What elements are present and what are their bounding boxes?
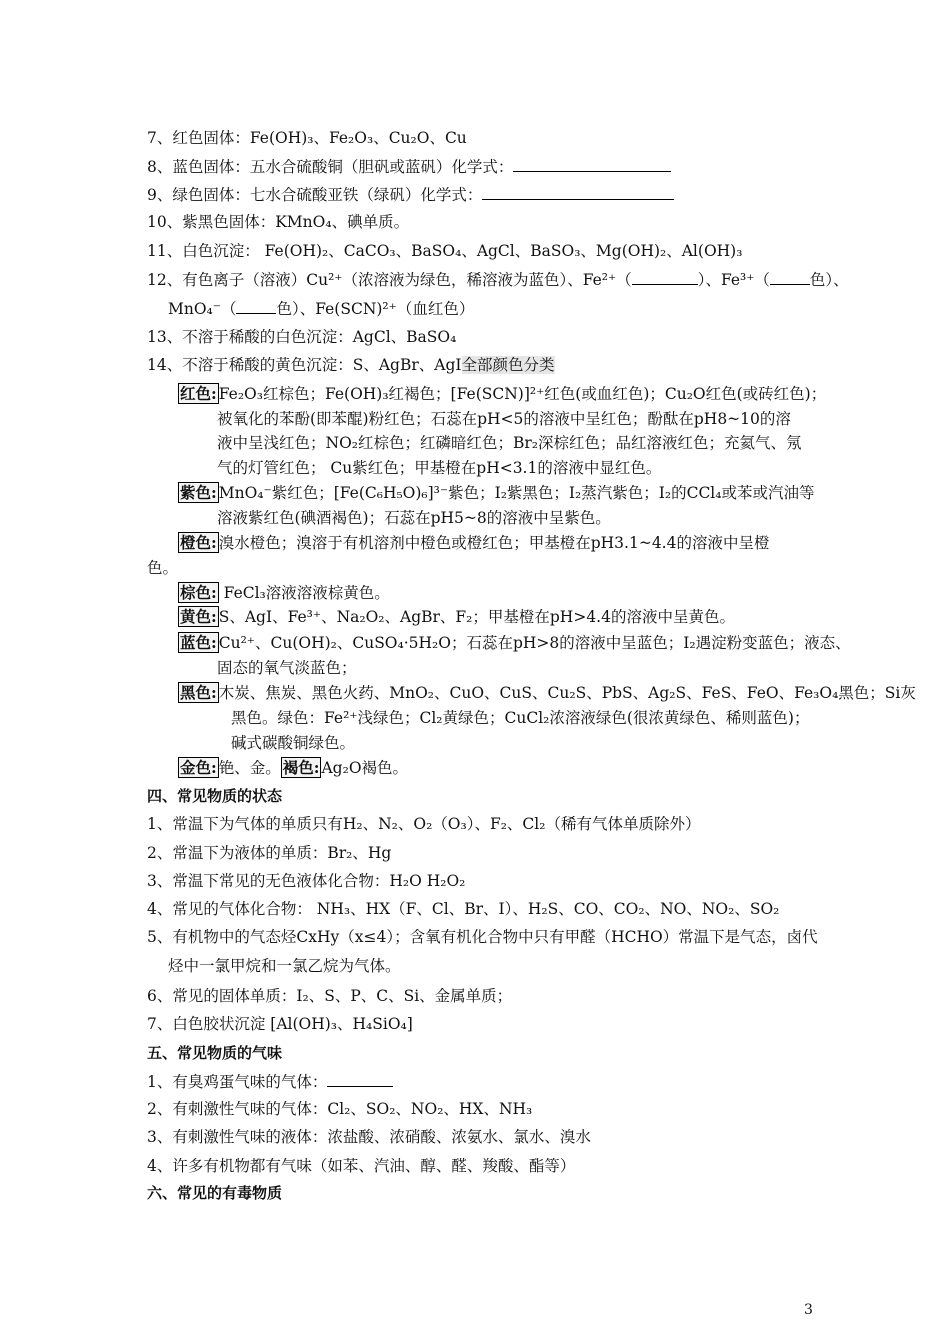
line-text: ）、Fe³⁺（ (697, 271, 770, 289)
fill-blank[interactable] (482, 183, 674, 200)
list-item: 3、有刺激性气味的液体：浓盐酸、浓硝酸、浓氨水、氯水、溴水 (147, 1128, 591, 1146)
color-text: S、AgI、Fe³⁺、Na₂O₂、AgBr、F₂；甲基橙在pH>4.4的溶液中呈黄色。 (218, 608, 735, 626)
section-heading: 五、常见物质的气味 (147, 1044, 283, 1062)
line-text: 8、蓝色固体：五水合硫酸铜（胆矾或蓝矾）化学式： (147, 158, 514, 176)
line-colored-ions (147, 268, 849, 291)
line-yellow-insoluble (147, 354, 555, 376)
color-gold-row (178, 757, 408, 779)
color-blue-row (178, 632, 851, 654)
color-black-row (178, 682, 916, 704)
color-black-row: 黑色。绿色：Fe²⁺浅绿色；Cl₂黄绿色；CuCl₂浓溶液绿色(很浓黄绿色、稀则蓝色)； (231, 709, 810, 727)
fill-blank[interactable] (236, 297, 276, 314)
list-item: 5、有机物中的气态烃CxHy（x≤4）；含氧有机化合物中只有甲醛（HCHO）常温下是气态，卤代 (147, 928, 818, 946)
list-item (147, 1070, 393, 1093)
list-item: 2、有刺激性气味的气体：Cl₂、SO₂、NO₂、HX、NH₃ (147, 1100, 533, 1118)
color-yellow-row (178, 606, 735, 628)
tag-purple: 紫色: (180, 483, 217, 502)
tag-black: 黑色: (180, 683, 217, 702)
list-item: 7、白色胶状沉淀 [Al(OH)₃、H₄SiO₄] (147, 1015, 413, 1033)
line-text: 14、不溶于稀酸的黄色沉淀：S、AgBr、AgI (147, 356, 462, 374)
line-text: 9、绿色固体：七水合硫酸亚铁（绿矾）化学式： (147, 186, 483, 204)
color-text: 木炭、焦炭、黑色火药、MnO₂、CuO、CuS、Cu₂S、PbS、Ag₂S、FeS、FeO、Fe₃O₄黑色；Si灰 (218, 684, 916, 702)
highlight-heading: 全部颜色分类 (461, 356, 555, 374)
line-text: MnO₄⁻（ (168, 300, 237, 318)
line-text: 12、有色离子（溶液）Cu²⁺（浓溶液为绿色，稀溶液为蓝色）、Fe²⁺（ (147, 271, 632, 289)
list-item: 6、常见的固体单质：I₂、S、P、C、Si、金属单质； (147, 987, 513, 1005)
color-blue-row: 固态的氧气淡蓝色； (217, 659, 357, 677)
color-red-row: 被氧化的苯酚(即苯醌)粉红色；石蕊在pH<5的溶液中呈红色；酚酞在pH8~10的溶 (217, 410, 791, 428)
color-black-row: 碱式碳酸铜绿色。 (231, 734, 356, 752)
line-red-solid: 7、红色固体：Fe(OH)₃、Fe₂O₃、Cu₂O、Cu (147, 129, 467, 147)
section-heading: 六、常见的有毒物质 (147, 1184, 283, 1202)
color-text: Fe₂O₃红棕色；Fe(OH)₃红褐色；[Fe(SCN)]²⁺红色(或血红色)；Cu₂O红色(或砖红色)； (218, 385, 827, 403)
tag-gold: 金色: (180, 758, 217, 777)
color-purple-row: 溶液紫红色(碘酒褐色)；石蕊在pH5~8的溶液中呈紫色。 (217, 509, 611, 527)
section-heading: 四、常见物质的状态 (147, 787, 283, 805)
color-text: Ag₂O褐色。 (321, 759, 409, 777)
color-orange-row: 色。 (147, 559, 179, 577)
tag-yellow: 黄色: (180, 607, 217, 626)
list-item: 1、常温下为气体的单质只有H₂、N₂、O₂（O₃）、F₂、Cl₂（稀有气体单质除外） (147, 815, 701, 833)
line-blue-solid (147, 155, 671, 178)
line-colored-ions-cont (168, 297, 474, 320)
list-item: 烃中一氯甲烷和一氯乙烷为气体。 (168, 957, 401, 975)
color-text: FeCl₃溶液溶液棕黄色。 (218, 584, 390, 602)
list-item: 3、常温下常见的无色液体化合物：H₂O H₂O₂ (147, 872, 466, 890)
color-red-row: 气的灯管红色； Cu紫红色；甲基橙在pH<3.1的溶液中显红色。 (217, 459, 662, 477)
color-text: 铯、金。 (218, 759, 281, 777)
color-orange-row (178, 532, 769, 554)
color-brown-row (178, 582, 390, 604)
tag-blue: 蓝色: (180, 633, 217, 652)
list-item: 4、常见的气体化合物： NH₃、HX（F、Cl、Br、I）、H₂S、CO、CO₂、NO、NO₂、SO₂ (147, 900, 780, 918)
list-item: 2、常温下为液体的单质：Br₂、Hg (147, 844, 392, 862)
color-text: Cu²⁺、Cu(OH)₂、CuSO₄·5H₂O；石蕊在pH>8的溶液中呈蓝色；I₂遇淀粉变蓝色；液态、 (218, 634, 851, 652)
tag-red: 红色: (180, 384, 217, 403)
tag-tan: 褐色: (282, 758, 320, 777)
fill-blank[interactable] (770, 268, 810, 285)
fill-blank[interactable] (632, 268, 698, 285)
line-green-solid (147, 183, 674, 206)
line-white-insoluble: 13、不溶于稀酸的白色沉淀：AgCl、BaSO₄ (147, 328, 457, 346)
color-purple-row (178, 482, 814, 504)
tag-brown: 棕色: (180, 583, 217, 602)
page-number: 3 (804, 1302, 813, 1318)
color-text: 溴水橙色；溴溶于有机溶剂中橙色或橙红色；甲基橙在pH3.1~4.4的溶液中呈橙 (218, 534, 770, 552)
line-white-precipitate: 11、白色沉淀： Fe(OH)₂、CaCO₃、BaSO₄、AgCl、BaSO₃、Mg(OH)₂、Al(OH)₃ (147, 242, 743, 260)
fill-blank[interactable] (513, 155, 671, 172)
color-red-row: 液中呈浅红色；NO₂红棕色；红磷暗红色；Br₂深棕红色；品红溶液红色；充氦气、氖 (217, 434, 802, 452)
list-item: 4、许多有机物都有气味（如苯、汽油、醇、醛、羧酸、酯等） (147, 1157, 576, 1175)
line-text: 色）、 (809, 271, 849, 289)
color-red-row (178, 383, 826, 405)
tag-orange: 橙色: (180, 533, 217, 552)
line-purple-black-solid: 10、紫黑色固体：KMnO₄、碘单质。 (147, 213, 410, 231)
line-text: 1、有臭鸡蛋气味的气体： (147, 1073, 328, 1091)
color-text: MnO₄⁻紫红色；[Fe(C₆H₅O)₆]³⁻紫色；I₂紫黑色；I₂蒸汽紫色；I₂的CCl₄或苯或汽油等 (218, 484, 815, 502)
line-text: 色）、Fe(SCN)²⁺（血红色） (276, 300, 475, 318)
fill-blank[interactable] (327, 1070, 393, 1087)
